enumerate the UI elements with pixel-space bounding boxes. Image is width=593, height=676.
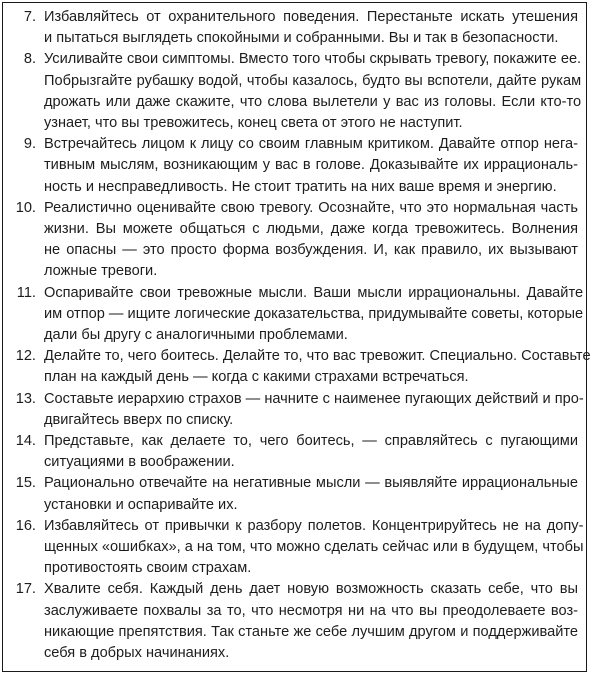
item-number: 13. (15, 390, 36, 407)
item-text-line: не опасны — это просто форма возбуждения. И, как правило, их вызывают (44, 242, 578, 259)
item-number: 15. (15, 475, 36, 492)
list-item (9, 49, 582, 134)
item-text-line: Избавляйтесь от привычки к разбору полетов. Концентрируйтесь не на допу- (44, 517, 584, 534)
list-item (9, 346, 591, 388)
item-text-line: Встречайтесь лицом к лицу со своим главным критиком. Давайте отпор нега- (44, 136, 578, 153)
item-text (44, 7, 578, 49)
item-text-line: Представьте, как делаете то, чего боитесь, — справляйтесь с пугающими (44, 433, 578, 450)
item-text (44, 49, 581, 134)
item-text-line: Рационально отвечайте на негативные мысли — выявляйте иррациональные (44, 475, 578, 492)
item-number: 16. (15, 517, 36, 534)
text-box (2, 2, 591, 672)
item-number: 12. (15, 348, 36, 365)
item-number: 10. (15, 199, 36, 216)
list-item (9, 389, 584, 431)
item-text-line: Делайте то, чего боитесь. Делайте то, что вас тревожит. Специально. Составьте (44, 348, 591, 365)
item-text-line: никающие препятствия. Так станьте же себе лучшим другом и поддерживайте (44, 623, 578, 640)
item-text (44, 134, 578, 198)
item-text (44, 283, 583, 347)
item-text-line: заслуживаете похвалы за то, что несмотря ни на что вы преодолеваете воз- (44, 602, 578, 619)
item-text-line: противостоять своим страхам. (44, 560, 252, 577)
item-text-line: и пытаться выглядеть спокойными и собранными. Вы и так в безопасности. (44, 30, 559, 47)
item-text-line: установки и оспаривайте их. (44, 496, 238, 513)
item-number: 17. (15, 581, 36, 598)
item-text-line: дали бы другу с аналогичными проблемами. (44, 327, 348, 344)
item-text-line: ложные тревоги. (44, 263, 158, 280)
item-text (44, 473, 578, 515)
list-item (9, 473, 578, 515)
item-text-line: Составьте иерархию страхов — начните с наименее пугающих действий и про- (44, 390, 584, 407)
list-item (9, 516, 584, 580)
list-item (9, 283, 584, 347)
item-number: 9. (23, 136, 36, 153)
item-text-line: им отпор — ищите логические доказательства, придумывайте советы, которые (44, 305, 584, 322)
item-text-line: ность и несправедливость. Не стоит тратить на них ваше время и энергию. (44, 178, 557, 195)
item-number: 8. (23, 51, 36, 68)
item-number: 11. (16, 284, 36, 301)
item-text-line: Реалистично оценивайте свою тревогу. Осознайте, что это нормальная часть (44, 199, 578, 216)
item-text (44, 579, 578, 664)
item-text-line: план на каждый день — когда с какими страхами встречаться. (44, 369, 469, 386)
item-number: 14. (15, 433, 36, 450)
list-item (9, 431, 578, 473)
item-text-line: Хвалите себя. Каждый день дает новую возможность сказать себе, что вы (44, 581, 578, 598)
item-text (44, 516, 583, 580)
item-text-line: Побрызгайте рубашку водой, чтобы казалось, будто вы вспотели, дайте рукам (44, 72, 582, 89)
item-text-line: Избавляйтесь от охранительного поведения. Перестаньте искать утешения (44, 9, 578, 25)
item-text-line: себя в добрых начинаниях. (44, 645, 230, 662)
item-text-line: жизни. Вы можете общаться с людьми, даже когда тревожитесь. Волнения (44, 221, 578, 238)
item-text (44, 431, 578, 473)
item-text (44, 198, 578, 283)
item-text-line: узнает, что вы тревожитесь, конец света от этого не наступит. (44, 115, 463, 132)
item-text-line: двигайтесь вверх по списку. (44, 411, 234, 428)
item-text-line: дрожать или даже скажите, что слова вылетели у вас из головы. Если кто-то (44, 93, 582, 110)
item-number: 7. (23, 9, 36, 25)
list-item (9, 579, 578, 664)
list-item (9, 198, 578, 283)
item-text-line: ситуациями в воображении. (44, 454, 235, 471)
item-text-line: тивным мыслям, возникающим у вас в голове. Доказывайте их иррациональ- (44, 157, 578, 174)
list-item (9, 134, 578, 198)
item-text (44, 389, 584, 431)
list-item (9, 7, 578, 49)
item-text-line: щенных «ошибках», а на том, что можно сделать сейчас или в будущем, чтобы (44, 539, 584, 556)
item-text (44, 346, 591, 388)
item-text-line: Усиливайте свои симптомы. Вместо того чтобы скрывать тревогу, покажите ее. (44, 51, 582, 68)
numbered-list (9, 7, 591, 664)
item-text-line: Оспаривайте свои тревожные мысли. Ваши мысли иррациональны. Давайте (44, 284, 584, 301)
